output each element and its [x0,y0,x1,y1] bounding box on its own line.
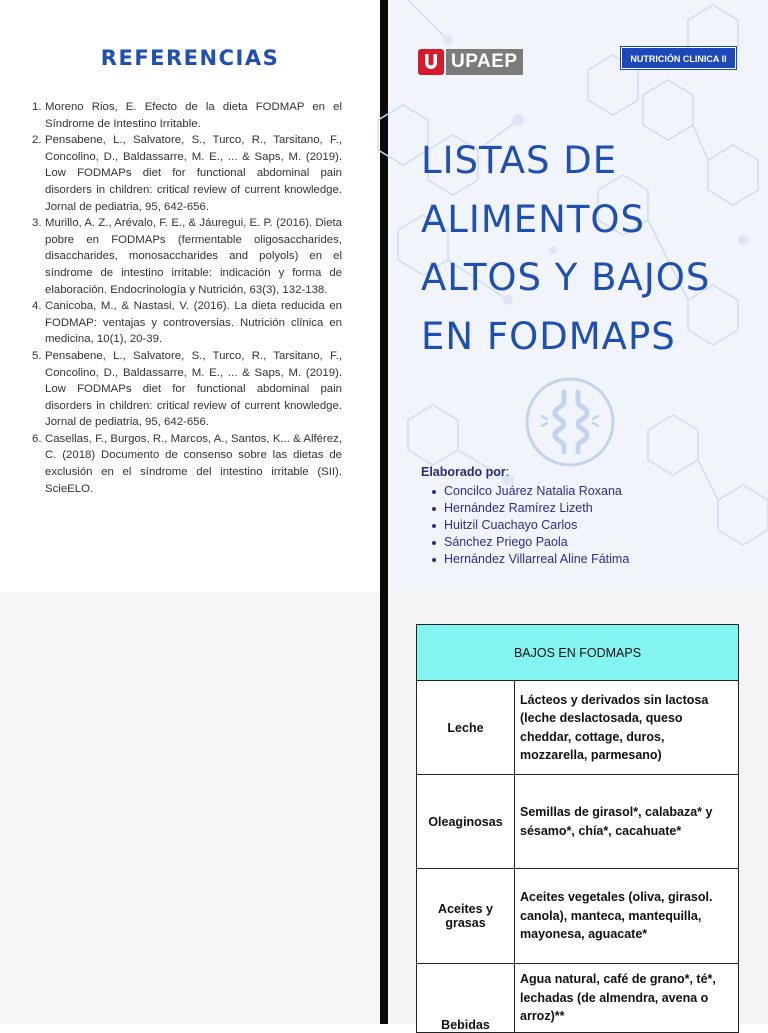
category-cell: Oleaginosas [417,775,515,869]
upaep-logo-text: UPAEP [446,49,523,75]
blank-page-area-left [0,592,380,1024]
reference-item: 2. Pensabene, L., Salvatore, S., Turco, R., Tarsitano, F., Concolino, D., Baldassarre, M. E., ... & Saps, M. (2019). Low FODMAPs diet for functional abdominal pain disorders in children: critical review of current knowledge. Jornal de pediatria, 95, 642-656. [32,134,342,213]
table-header: BAJOS EN FODMAPS [417,625,739,681]
author-item: Sánchez Priego Paola [432,534,629,551]
cover-title-line: ALTOS Y BAJOS [421,256,711,299]
author-item: Huitzil Cuachayo Carlos [432,517,629,534]
reference-item: 5. Pensabene, L., Salvatore, S., Turco, R., Tarsitano, F., Concolino, D., Baldassarre, M. E., ... & Saps, M. (2019). Low FODMAPs diet for functional abdominal pain disorders in children: critical review of current knowledge. Jornal de pediatria, 95, 642-656. [32,349,342,429]
cover-title [421,132,761,366]
category-cell: Bebidas [417,964,515,1033]
intestine-icon [520,372,620,472]
table-row [417,869,739,964]
items-cell: Aceites vegetales (oliva, girasol. canola), manteca, mantequilla, mayonesa, aguacate* [515,869,739,964]
author-item: Hernández Villarreal Aline Fátima [432,551,629,568]
category-cell: Leche [417,681,515,775]
reference-item: 1. Moreno Rios, E. Efecto de la dieta FODMAP en el Síndrome de Intestino Irritable. [32,101,342,130]
references-panel [0,0,380,592]
table-header-row [417,625,739,681]
upaep-logo [418,49,523,75]
reference-item: 3. Murillo, A. Z., Arévalo, F. E., & Jáuregui, E. P. (2016). Dieta pobre en FODMAPs (fermentable oligosaccharides, disaccharides, monosaccharides and polyols) en el síndrome de intestino irritable: indicación y forma de elaboración. Endocrinología y Nutrición, 63(3), 132-138. [32,217,342,296]
cover-title-line: LISTAS DE [421,139,618,182]
references-title: REFERENCIAS [100,46,280,70]
upaep-u-icon [418,49,444,75]
reference-item: 6. Casellas, F., Burgos, R., Marcos, A., Santos, K... & Alférez, C. (2018) Documento de consenso sobre las dietas de exclusión en el síndrome del intestino irritable (SII). ScieELO. [32,432,342,495]
table-row [417,681,739,775]
category-cell: Aceites y grasas [417,869,515,964]
course-badge: NUTRICIÓN CLINICA II [621,47,736,69]
authors-label: Elaborado por: [421,465,510,479]
low-fodmap-table [416,624,739,1033]
cover-title-line: ALIMENTOS [421,197,646,241]
table-row [417,775,739,869]
references-list [28,99,342,497]
items-cell: Semillas de girasol*, calabaza* y sésamo*, chía*, cacahuate* [515,775,739,869]
cover-panel [388,0,768,592]
author-item: Hernández Ramírez Lizeth [432,500,629,517]
author-item: Concilco Juárez Natalia Roxana [432,483,629,500]
authors-list [432,483,629,568]
items-cell: Agua natural, café de grano*, té*, lechadas (de almendra, avena o arroz)** [515,964,739,1033]
reference-item: 4. Canicoba, M., & Nastasi, V. (2016). La dieta reducida en FODMAP: ventajas y controversias. Nutrición clínica en medicina, 10(1), 20-39. [32,300,342,346]
table-row [417,964,739,1033]
items-cell: Lácteos y derivados sin lactosa (leche deslactosada, queso cheddar, cottage, duros, mozzarella, parmesano) [515,681,739,775]
cover-title-line: EN FODMAPS [421,314,676,358]
